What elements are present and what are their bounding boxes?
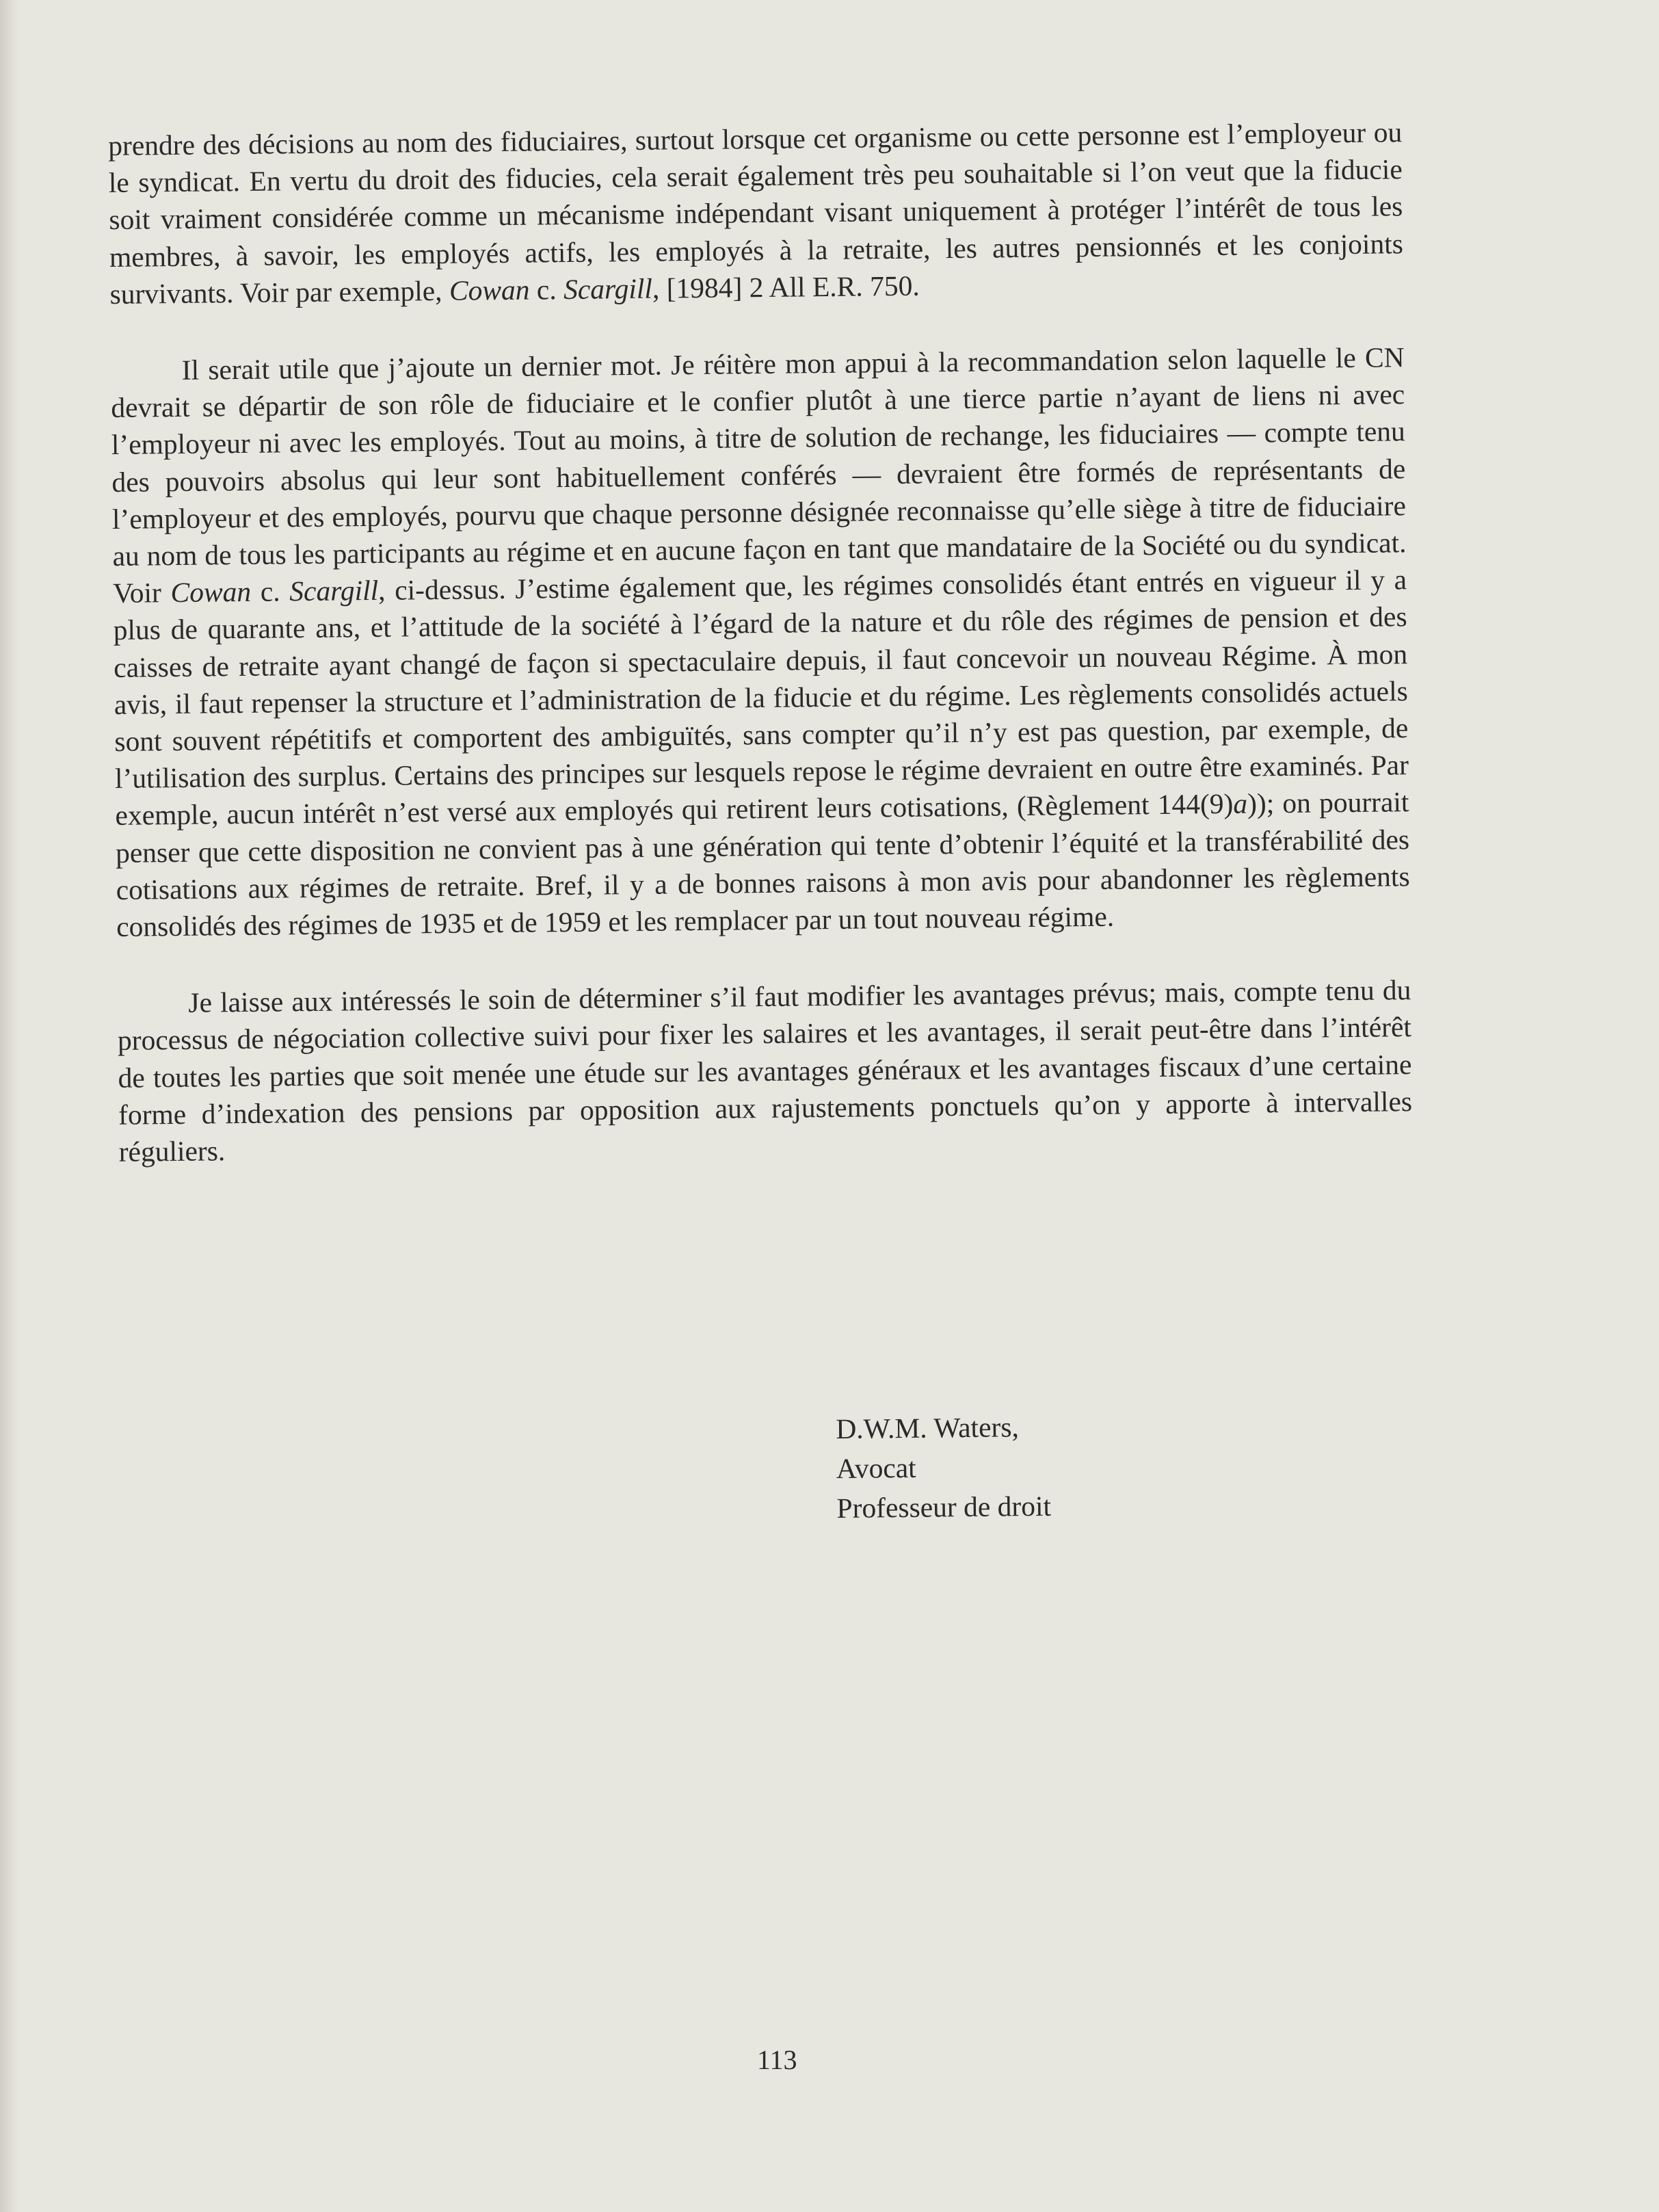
paragraph-3	[117, 971, 1413, 1170]
case-name-cowan: Cowan	[170, 576, 252, 609]
page-number: 113	[757, 2044, 797, 2075]
paragraph-2-text-a: Il serait utile que j’ajoute un dernier mot. Je réitère mon appui à la recommandation selon laquelle le CN devrait se départir de son rôle de fiduciaire et le confier plutôt à une tierce partie n’ayant de liens ni avec l’employeur ni avec les employés. Tout au moins, à titre de solution de rechange, les fiduciaires — compte tenu des pouvoirs absolus qui leur sont habituellement conférés — devraient être formés de représentants de l’employeur et des employés, pourvu que chaque personne désignée reconnaisse qu’elle siège à titre de fiduciaire au nom de tous les participants au régime et en aucune façon en tant que mandataire de la Société ou du syndicat. Voir	[111, 341, 1407, 609]
paragraph-2-connector: c.	[250, 575, 290, 608]
paragraph-2-text-c: )); on pourrait penser que cette disposition ne convient pas à une génération qui tente d’obtenir l’équité et la transférabilité des cotisations aux régimes de retraite. Bref, il y a de bonnes raisons à mon avis pour abandonner les règlements consolidés des régimes de 1935 et de 1959 et les remplacer par un tout nouveau régime.	[115, 786, 1410, 943]
paragraph-1-connector: c.	[529, 273, 564, 306]
paragraph-1-citation: , [1984] 2 All E.R. 750.	[652, 269, 920, 304]
paragraph-1	[108, 114, 1404, 313]
signature-title-professor: Professeur de droit	[836, 1490, 1052, 1524]
signature-block	[836, 1407, 1051, 1528]
case-name-scargill: Scargill	[289, 575, 379, 607]
signature-name: D.W.M. Waters,	[836, 1411, 1020, 1445]
paragraph-2-text-b: , ci-dessus. J’estime également que, les régimes consolidés étant entrés en vigueur il y a plus de quarante ans, et l’attitude de la société à l’égard de la nature et du rôle des régimes de pension et des caisses de retraite ayant changé de façon si spectaculaire depuis, il faut concevoir un nouveau Régime. À mon avis, il faut repenser la structure et l’administration de la fiducie et du régime. Les règlements consolidés actuels sont souvent répétitifs et comportent des ambiguïtés, sans compter qu’il n’y est pas question, par exemple, de l’utilisation des surplus. Certains des principes sur lesquels repose le régime devraient en outre être examinés. Par exemple, aucun intérêt n’est versé aux employés qui retirent leurs cotisations, (Règlement 144(9)	[113, 564, 1409, 832]
signature-title-lawyer: Avocat	[836, 1451, 916, 1484]
case-name-cowan: Cowan	[449, 274, 530, 306]
page-edge-shadow	[0, 0, 18, 2212]
paragraph-1-text: prendre des décisions au nom des fiduciaires, surtout lorsque cet organisme ou cette personne est l’employeur ou le syndicat. En vertu du droit des fiducies, cela serait également très peu souhaitable si l’on veut que la fiducie soit vraiment considérée comme un mécanisme indépendant visant uniquement à protéger l’intérêt de tous les membres, à savoir, les employés actifs, les employés à la retraite, les autres pensionnés et les conjoints survivants. Voir par exemple,	[108, 116, 1404, 310]
paragraph-2	[110, 339, 1410, 945]
regulation-subsection: a	[1233, 788, 1248, 820]
paragraph-3-text: Je laisse aux intéressés le soin de déterminer s’il faut modifier les avantages prévus; mais, compte tenu du processus de négociation collective suivi pour fixer les salaires et les avantages, il serait peut-être dans l’intérêt de toutes les parties que soit menée une étude sur les avantages généraux et les avantages fiscaux d’une certaine forme d’indexation des pensions par opposition aux rajustements ponctuels qu’on y apporte à intervalles réguliers.	[117, 974, 1413, 1168]
body-text	[108, 114, 1413, 1170]
case-name-scargill: Scargill	[563, 272, 653, 305]
